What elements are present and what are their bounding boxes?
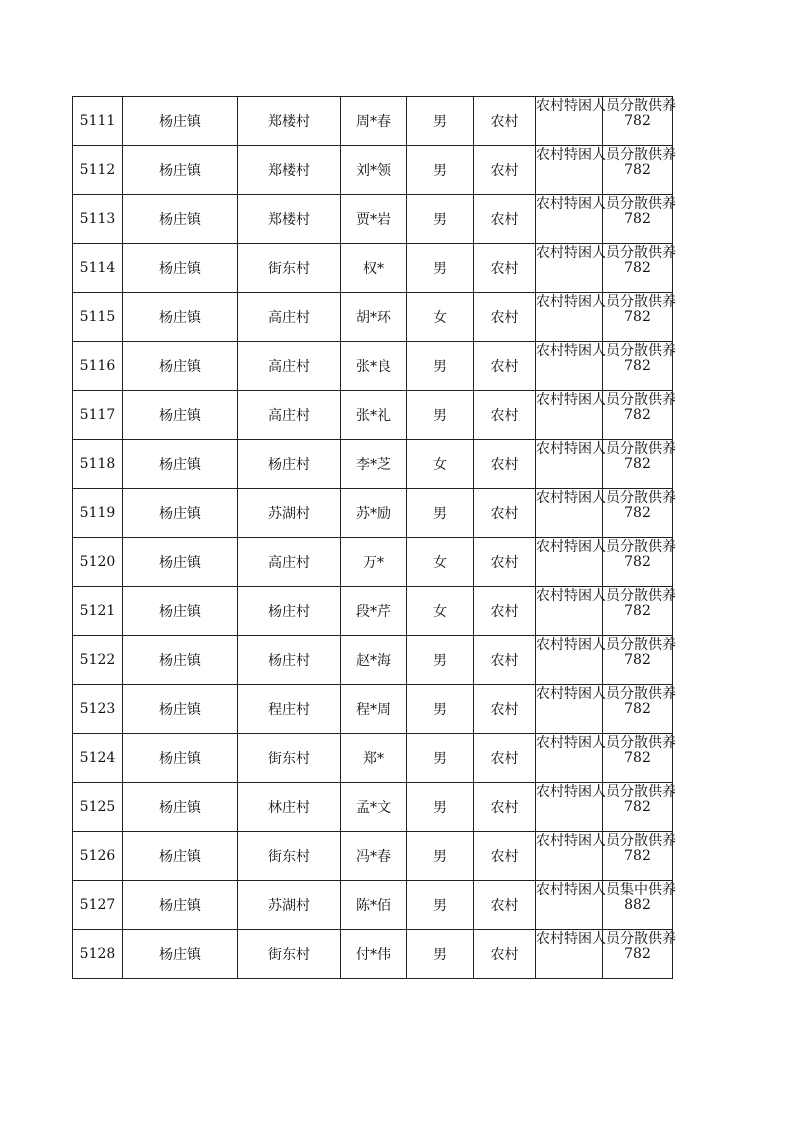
table-row <box>73 146 673 195</box>
row-id-cell: 5119 <box>73 489 123 538</box>
area-cell: 农村 <box>474 342 536 391</box>
village-cell: 杨庄村 <box>238 636 341 685</box>
area-cell: 农村 <box>474 391 536 440</box>
area-cell: 农村 <box>474 293 536 342</box>
town-cell: 杨庄镇 <box>123 97 238 146</box>
row-id-cell: 5114 <box>73 244 123 293</box>
support-type-text: 农村特困人员分散供养 <box>536 147 676 163</box>
gender-cell: 男 <box>407 195 474 244</box>
gender-cell: 男 <box>407 97 474 146</box>
name-cell: 段*芹 <box>341 587 407 636</box>
village-cell: 街东村 <box>238 244 341 293</box>
town-cell: 杨庄镇 <box>123 685 238 734</box>
row-id-cell: 5128 <box>73 930 123 979</box>
town-cell: 杨庄镇 <box>123 146 238 195</box>
row-id-cell: 5127 <box>73 881 123 930</box>
name-cell: 刘*领 <box>341 146 407 195</box>
village-cell: 杨庄村 <box>238 587 341 636</box>
town-cell: 杨庄镇 <box>123 930 238 979</box>
amount-cell: 782 <box>603 734 673 783</box>
name-cell: 赵*海 <box>341 636 407 685</box>
village-cell: 苏湖村 <box>238 881 341 930</box>
amount-cell: 782 <box>603 636 673 685</box>
gender-cell: 男 <box>407 832 474 881</box>
name-cell: 陈*佰 <box>341 881 407 930</box>
area-cell: 农村 <box>474 146 536 195</box>
row-id-cell: 5126 <box>73 832 123 881</box>
area-cell: 农村 <box>474 587 536 636</box>
name-cell: 万* <box>341 538 407 587</box>
table-row <box>73 930 673 979</box>
town-cell: 杨庄镇 <box>123 489 238 538</box>
amount-cell: 782 <box>603 440 673 489</box>
amount-cell: 882 <box>603 881 673 930</box>
town-cell: 杨庄镇 <box>123 783 238 832</box>
gender-cell: 男 <box>407 146 474 195</box>
gender-cell: 男 <box>407 342 474 391</box>
table-row <box>73 832 673 881</box>
table-row <box>73 636 673 685</box>
gender-cell: 男 <box>407 391 474 440</box>
village-cell: 街东村 <box>238 734 341 783</box>
town-cell: 杨庄镇 <box>123 391 238 440</box>
village-cell: 郑楼村 <box>238 195 341 244</box>
area-cell: 农村 <box>474 440 536 489</box>
gender-cell: 男 <box>407 930 474 979</box>
support-type-text: 农村特困人员分散供养 <box>536 784 676 800</box>
village-cell: 郑楼村 <box>238 146 341 195</box>
row-id-cell: 5118 <box>73 440 123 489</box>
table-row <box>73 587 673 636</box>
area-cell: 农村 <box>474 489 536 538</box>
row-id-cell: 5115 <box>73 293 123 342</box>
table-row <box>73 489 673 538</box>
amount-cell: 782 <box>603 342 673 391</box>
support-type-text: 农村特困人员分散供养 <box>536 441 676 457</box>
name-cell: 孟*文 <box>341 783 407 832</box>
table-row <box>73 538 673 587</box>
table-row <box>73 293 673 342</box>
roster-body <box>73 97 676 979</box>
town-cell: 杨庄镇 <box>123 195 238 244</box>
name-cell: 胡*环 <box>341 293 407 342</box>
row-id-cell: 5122 <box>73 636 123 685</box>
village-cell: 高庄村 <box>238 293 341 342</box>
gender-cell: 男 <box>407 636 474 685</box>
village-cell: 苏湖村 <box>238 489 341 538</box>
row-id-cell: 5124 <box>73 734 123 783</box>
town-cell: 杨庄镇 <box>123 293 238 342</box>
name-cell: 冯*春 <box>341 832 407 881</box>
support-type-text: 农村特困人员分散供养 <box>536 931 676 947</box>
amount-cell: 782 <box>603 244 673 293</box>
amount-cell: 782 <box>603 783 673 832</box>
name-cell: 张*良 <box>341 342 407 391</box>
town-cell: 杨庄镇 <box>123 636 238 685</box>
area-cell: 农村 <box>474 881 536 930</box>
village-cell: 杨庄村 <box>238 440 341 489</box>
support-type-text: 农村特困人员分散供养 <box>536 490 676 506</box>
support-type-text: 农村特困人员分散供养 <box>536 196 676 212</box>
name-cell: 张*礼 <box>341 391 407 440</box>
area-cell: 农村 <box>474 244 536 293</box>
table-row <box>73 734 673 783</box>
row-id-cell: 5121 <box>73 587 123 636</box>
gender-cell: 女 <box>407 538 474 587</box>
support-type-text: 农村特困人员分散供养 <box>536 588 676 604</box>
row-id-cell: 5116 <box>73 342 123 391</box>
town-cell: 杨庄镇 <box>123 587 238 636</box>
row-id-cell: 5125 <box>73 783 123 832</box>
table-row <box>73 881 673 930</box>
town-cell: 杨庄镇 <box>123 440 238 489</box>
village-cell: 街东村 <box>238 832 341 881</box>
amount-cell: 782 <box>603 832 673 881</box>
amount-cell: 782 <box>603 195 673 244</box>
village-cell: 高庄村 <box>238 538 341 587</box>
name-cell: 李*芝 <box>341 440 407 489</box>
support-type-text: 农村特困人员集中供养 <box>536 882 676 898</box>
village-cell: 街东村 <box>238 930 341 979</box>
village-cell: 高庄村 <box>238 391 341 440</box>
support-type-text: 农村特困人员分散供养 <box>536 343 676 359</box>
name-cell: 贾*岩 <box>341 195 407 244</box>
table-row <box>73 440 673 489</box>
gender-cell: 女 <box>407 587 474 636</box>
amount-cell: 782 <box>603 97 673 146</box>
support-type-text: 农村特困人员分散供养 <box>536 245 676 261</box>
amount-cell: 782 <box>603 930 673 979</box>
town-cell: 杨庄镇 <box>123 734 238 783</box>
table-row <box>73 391 673 440</box>
support-type-text: 农村特困人员分散供养 <box>536 637 676 653</box>
area-cell: 农村 <box>474 636 536 685</box>
support-type-text: 农村特困人员分散供养 <box>536 539 676 555</box>
amount-cell: 782 <box>603 587 673 636</box>
area-cell: 农村 <box>474 538 536 587</box>
village-cell: 林庄村 <box>238 783 341 832</box>
town-cell: 杨庄镇 <box>123 832 238 881</box>
gender-cell: 男 <box>407 685 474 734</box>
roster-table <box>72 96 676 979</box>
town-cell: 杨庄镇 <box>123 244 238 293</box>
support-type-text: 农村特困人员分散供养 <box>536 294 676 310</box>
town-cell: 杨庄镇 <box>123 342 238 391</box>
support-type-text: 农村特困人员分散供养 <box>536 833 676 849</box>
gender-cell: 男 <box>407 783 474 832</box>
row-id-cell: 5117 <box>73 391 123 440</box>
row-id-cell: 5112 <box>73 146 123 195</box>
name-cell: 程*周 <box>341 685 407 734</box>
support-type-text: 农村特困人员分散供养 <box>536 392 676 408</box>
area-cell: 农村 <box>474 832 536 881</box>
amount-cell: 782 <box>603 293 673 342</box>
amount-cell: 782 <box>603 685 673 734</box>
table-row <box>73 97 673 146</box>
area-cell: 农村 <box>474 783 536 832</box>
town-cell: 杨庄镇 <box>123 538 238 587</box>
village-cell: 程庄村 <box>238 685 341 734</box>
table-row <box>73 783 673 832</box>
area-cell: 农村 <box>474 685 536 734</box>
table-row <box>73 244 673 293</box>
name-cell: 权* <box>341 244 407 293</box>
row-id-cell: 5111 <box>73 97 123 146</box>
gender-cell: 女 <box>407 440 474 489</box>
name-cell: 苏*励 <box>341 489 407 538</box>
gender-cell: 男 <box>407 489 474 538</box>
area-cell: 农村 <box>474 930 536 979</box>
area-cell: 农村 <box>474 97 536 146</box>
name-cell: 周*春 <box>341 97 407 146</box>
village-cell: 高庄村 <box>238 342 341 391</box>
gender-cell: 男 <box>407 881 474 930</box>
table-row <box>73 195 673 244</box>
gender-cell: 男 <box>407 734 474 783</box>
gender-cell: 女 <box>407 293 474 342</box>
row-id-cell: 5123 <box>73 685 123 734</box>
support-type-text: 农村特困人员分散供养 <box>536 735 676 751</box>
support-type-text: 农村特困人员分散供养 <box>536 686 676 702</box>
name-cell: 郑* <box>341 734 407 783</box>
name-cell: 付*伟 <box>341 930 407 979</box>
town-cell: 杨庄镇 <box>123 881 238 930</box>
table-row <box>73 342 673 391</box>
amount-cell: 782 <box>603 538 673 587</box>
row-id-cell: 5113 <box>73 195 123 244</box>
support-type-text: 农村特困人员分散供养 <box>536 98 676 114</box>
area-cell: 农村 <box>474 195 536 244</box>
area-cell: 农村 <box>474 734 536 783</box>
row-id-cell: 5120 <box>73 538 123 587</box>
amount-cell: 782 <box>603 391 673 440</box>
village-cell: 郑楼村 <box>238 97 341 146</box>
amount-cell: 782 <box>603 489 673 538</box>
table-row <box>73 685 673 734</box>
amount-cell: 782 <box>603 146 673 195</box>
gender-cell: 男 <box>407 244 474 293</box>
